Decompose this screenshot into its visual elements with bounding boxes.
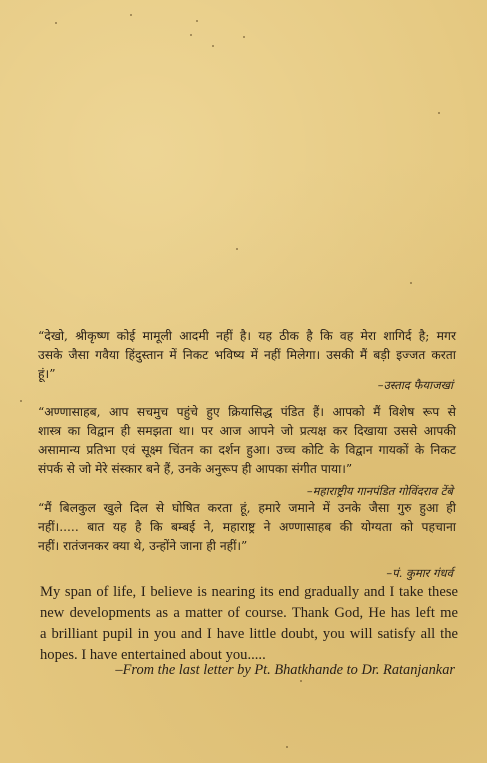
quote-attribution: –महाराष्ट्रीय गानपंडित गोविंदराव टेंबे <box>306 484 453 498</box>
quote-line: हूं।” <box>38 367 56 381</box>
quote-line: नहीं। रातंजनकर क्या थे, उन्होंने जाना ही नहीं।” <box>38 539 248 553</box>
paper-speck <box>410 282 412 284</box>
letter-excerpt <box>40 582 458 666</box>
quote-line: असामान्य प्रतिभा एवं सूक्ष्म चिंतन का दर्शन हुआ। उच्च कोटि के विद्वान गायकों के निकट <box>38 443 456 457</box>
quote-line: संपर्क से जो मेरे संस्कार बने हैं, उनके अनुरूप ही आपका संगीत पाया।” <box>38 462 353 476</box>
letter-attribution: –From the last letter by Pt. Bhatkhande to Dr. Ratanjankar <box>115 662 455 678</box>
paper-speck <box>286 746 288 748</box>
paper-speck <box>438 112 440 114</box>
quote-attribution: –उस्ताद फैयाजखां <box>377 378 453 392</box>
quote-line: उसके जैसा गवैया हिंदुस्तान में निकट भविष्य में नहीं मिलेगा। उसकी मैं बड़ी इज्जत करता <box>38 348 456 362</box>
quote-faiyaz-khan <box>38 327 456 384</box>
paper-speck <box>212 45 214 47</box>
paper-speck <box>196 20 198 22</box>
paper-speck <box>300 680 302 682</box>
letter-line: hopes. I have entertained about you..... <box>40 647 266 663</box>
quote-line: नहीं।..... बात यह है कि बम्बई ने, महाराष्ट्र ने अण्णासाहब की योग्यता को पहचाना <box>38 520 456 534</box>
quote-line: शास्त्र का विद्वान ही समझता था। पर आज आपने जो प्रत्यक्ष कर दिखाया उससे आपकी <box>38 424 456 438</box>
paper-speck <box>20 400 22 402</box>
paper-speck <box>190 34 192 36</box>
quote-attribution: –पं. कुमार गंधर्व <box>386 566 453 580</box>
quote-line: “मैं बिलकुल खुले दिल से घोषित करता हूं, हमारे जमाने में उनके जैसा गुरु हुआ ही <box>38 501 456 515</box>
paper-speck <box>236 248 238 250</box>
quote-govindrao-tembe <box>38 403 456 479</box>
quote-line: “अण्णासाहब, आप सचमुच पहुंचे हुए क्रियासिद्ध पंडित हैं। आपको मैं विशेष रूप से <box>38 405 456 419</box>
letter-line: new developments as a matter of course. Thank God, He has left me <box>40 605 458 621</box>
letter-line: a brilliant pupil in you and I have little doubt, you will satisfy all the <box>40 626 458 642</box>
quote-kumar-gandharva <box>38 499 456 556</box>
paper-speck <box>55 22 57 24</box>
paper-speck <box>243 36 245 38</box>
letter-line: My span of life, I believe is nearing its end gradually and I take these <box>40 584 458 600</box>
paper-speck <box>130 14 132 16</box>
quote-line: “देखो, श्रीकृष्ण कोई मामूली आदमी नहीं है। यह ठीक है कि वह मेरा शागिर्द है; मगर <box>38 329 456 343</box>
